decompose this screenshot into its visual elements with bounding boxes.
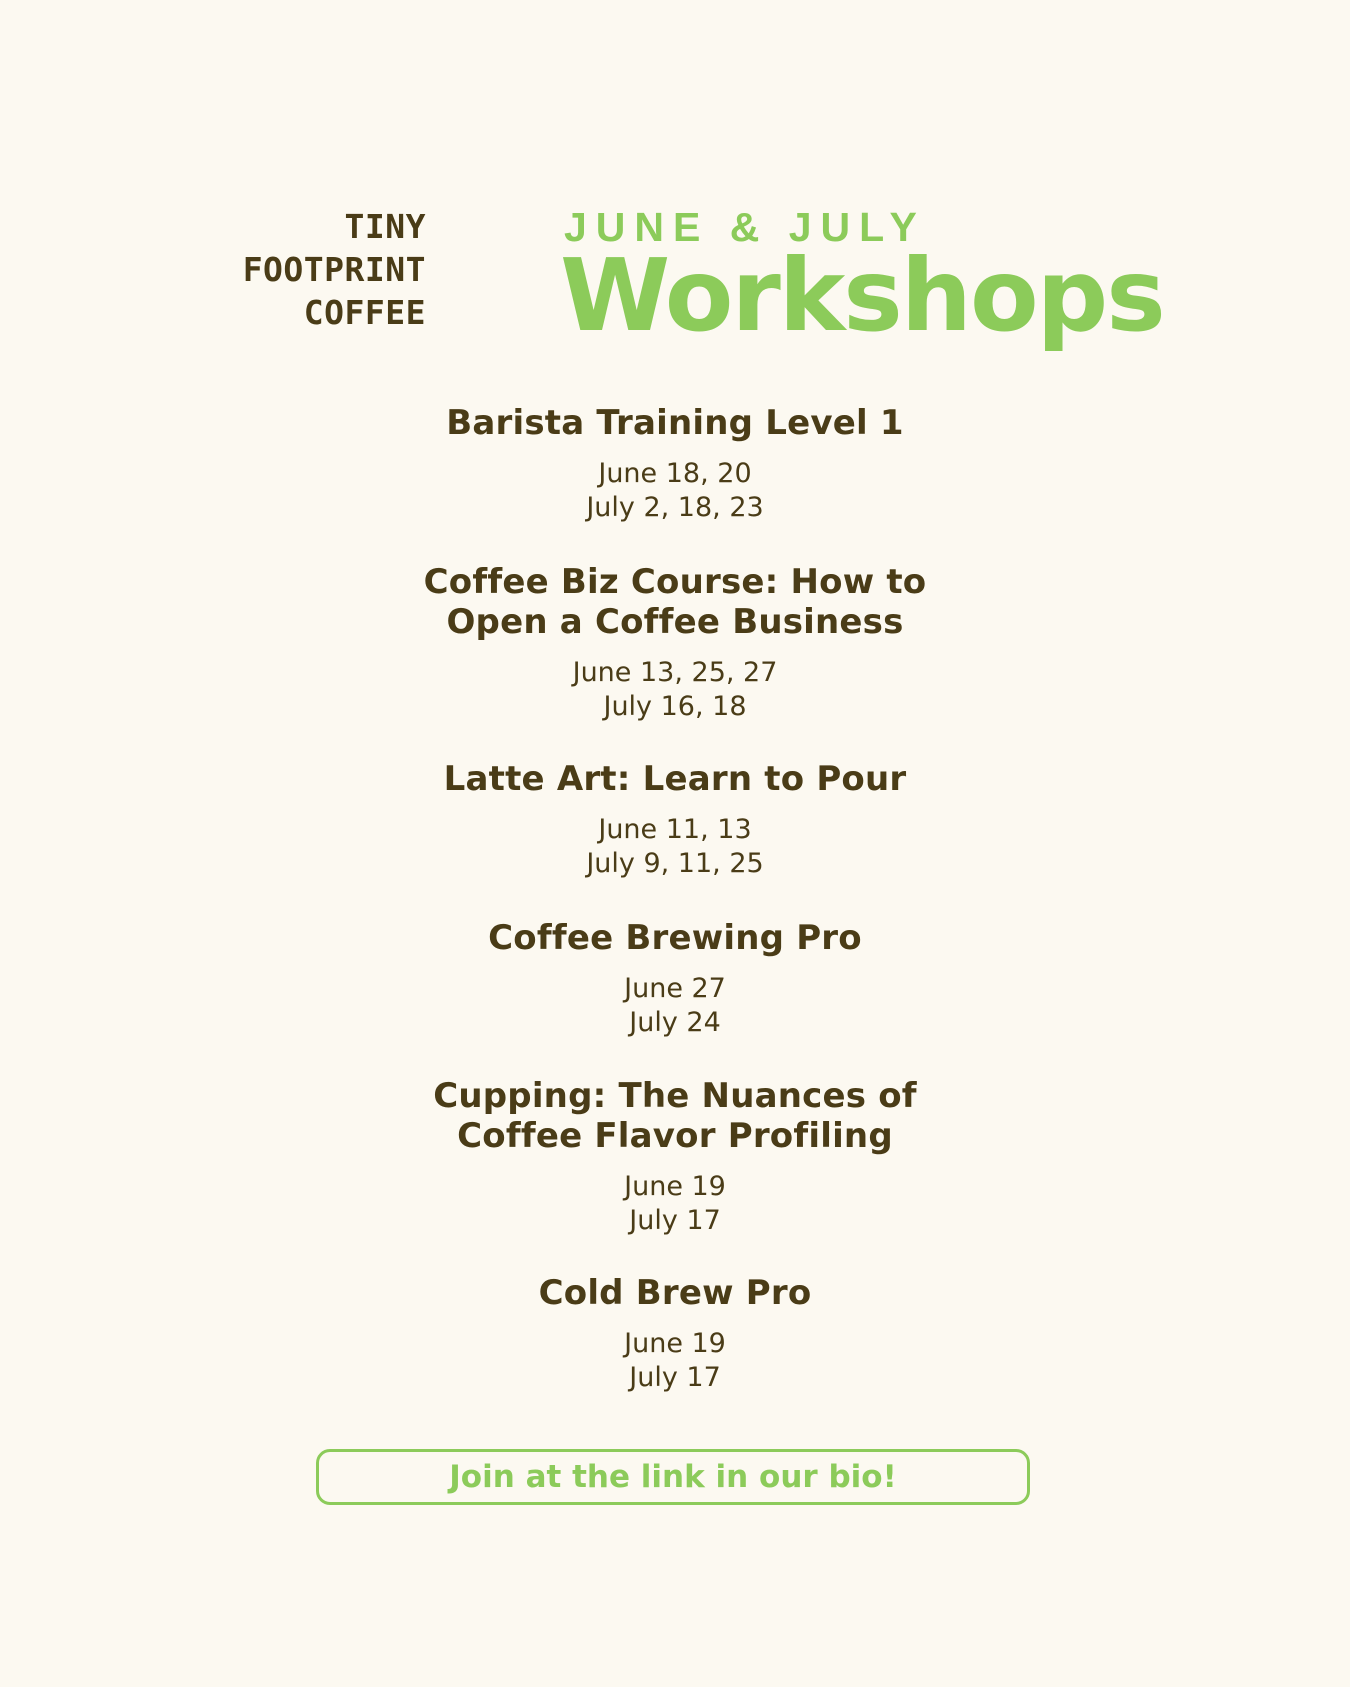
workshop-item	[175, 562, 1175, 724]
join-link-button[interactable]: Join at the link in our bio!	[316, 1449, 1030, 1505]
workshop-dates	[175, 656, 1175, 724]
workshop-item	[175, 918, 1175, 1040]
workshop-title-line: Coffee Flavor Profiling	[457, 1116, 893, 1156]
workshop-date-line: July 2, 18, 23	[586, 492, 764, 523]
workshop-item	[175, 1076, 1175, 1238]
workshop-title	[175, 1273, 1175, 1313]
workshop-item	[175, 759, 1175, 881]
workshop-title-line: Cupping: The Nuances of	[433, 1076, 917, 1116]
months-heading: JUNE & JULY	[564, 204, 926, 250]
workshop-date-line: June 27	[624, 973, 726, 1004]
workshop-title-line: Open a Coffee Business	[446, 602, 904, 642]
workshop-title	[175, 1076, 1175, 1156]
workshop-date-line: July 9, 11, 25	[586, 848, 764, 879]
workshop-date-line: July 17	[629, 1205, 721, 1236]
workshop-date-line: June 11, 13	[598, 814, 752, 845]
workshop-date-line: July 17	[629, 1362, 721, 1393]
workshop-dates	[175, 1327, 1175, 1395]
brand-line: FOOTPRINT	[242, 250, 426, 289]
workshop-title	[175, 403, 1175, 443]
workshop-title	[175, 562, 1175, 642]
workshop-title-line: Coffee Biz Course: How to	[423, 562, 927, 602]
workshop-dates	[175, 813, 1175, 881]
workshop-title-line: Cold Brew Pro	[538, 1273, 812, 1313]
page-title: Workshops	[560, 237, 1164, 354]
workshop-date-line: July 24	[629, 1007, 721, 1038]
workshop-date-line: July 16, 18	[603, 691, 747, 722]
brand-line: COFFEE	[303, 293, 426, 332]
workshop-dates	[175, 972, 1175, 1040]
workshop-title	[175, 918, 1175, 958]
workshop-title	[175, 759, 1175, 799]
workshop-title-line: Latte Art: Learn to Pour	[443, 759, 907, 799]
workshop-date-line: June 13, 25, 27	[572, 657, 778, 688]
workshop-date-line: June 19	[624, 1171, 726, 1202]
workshop-item	[175, 403, 1175, 525]
workshop-item	[175, 1273, 1175, 1395]
workshop-dates	[175, 1170, 1175, 1238]
workshop-title-line: Coffee Brewing Pro	[488, 918, 862, 958]
workshop-date-line: June 18, 20	[598, 458, 752, 489]
workshop-title-line: Barista Training Level 1	[446, 403, 904, 443]
workshop-dates	[175, 457, 1175, 525]
workshop-date-line: June 19	[624, 1328, 726, 1359]
brand-line: TINY	[344, 207, 426, 246]
